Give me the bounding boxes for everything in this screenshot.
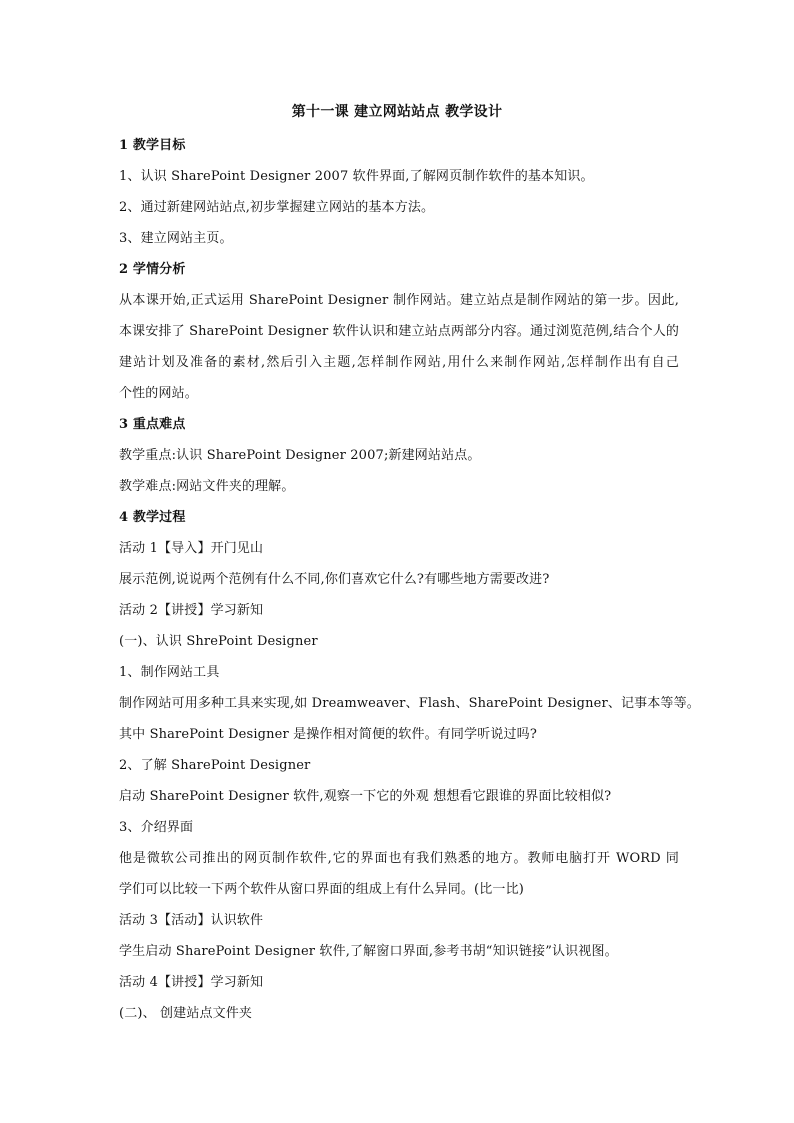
activity-2-heading: 活动 2【讲授】学习新知 <box>119 603 264 618</box>
part-1-heading: (一)、认识 ShrePoint Designer <box>119 634 318 649</box>
part-2-heading: (二)、 创建站点文件夹 <box>119 1006 253 1021</box>
analysis-line-1: 从本课开始,正式运用 SharePoint Designer 制作网站。建立站点是制作网站的第一步。因此, <box>119 293 679 308</box>
part-1-item-3: 3、介绍界面 <box>119 820 194 835</box>
part-1-item-2-line-1: 启动 SharePoint Designer 软件,观察一下它的外观 想想看它跟谁的界面比较相似? <box>119 789 612 804</box>
part-1-item-1: 1、制作网站工具 <box>119 665 220 680</box>
part-1-item-2: 2、了解 SharePoint Designer <box>119 758 311 773</box>
analysis-paragraph <box>119 285 679 409</box>
section-heading-objectives: 1 教学目标 <box>119 138 186 153</box>
document-title: 第十一课 建立网站站点 教学设计 <box>291 104 503 120</box>
part-1-item-3-line-2: 学们可以比较一下两个软件从窗口界面的组成上有什么异同。(比一比) <box>119 882 524 897</box>
objective-item-2: 2、通过新建网站站点,初步掌握建立网站的基本方法。 <box>119 200 435 215</box>
document-body <box>119 130 700 1029</box>
activity-1-text: 展示范例,说说两个范例有什么不同,你们喜欢它什么?有哪些地方需要改进? <box>119 572 550 587</box>
part-1-item-1-line-1: 制作网站可用多种工具来实现,如 Dreamweaver、Flash、SharePoint Designer、记事本等等。 <box>119 696 700 711</box>
objective-item-3: 3、建立网站主页。 <box>119 231 233 246</box>
activity-4-heading: 活动 4【讲授】学习新知 <box>119 975 264 990</box>
activity-3-heading: 活动 3【活动】认识软件 <box>119 913 264 928</box>
part-1-item-3-line-1: 他是微软公司推出的网页制作软件,它的界面也有我们熟悉的地方。教师电脑打开 WORD 同 <box>119 851 679 866</box>
analysis-line-4: 个性的网站。 <box>119 386 198 401</box>
objective-item-1: 1、认识 SharePoint Designer 2007 软件界面,了解网页制作软件的基本知识。 <box>119 169 594 184</box>
section-heading-key-points: 3 重点难点 <box>119 417 186 432</box>
section-heading-process: 4 教学过程 <box>119 510 186 525</box>
part-1-item-1-line-2: 其中 SharePoint Designer 是操作相对简便的软件。有同学听说过吗? <box>119 727 537 742</box>
activity-3-text: 学生启动 SharePoint Designer 软件,了解窗口界面,参考书胡“知识链接”认识视图。 <box>119 944 618 959</box>
section-heading-analysis: 2 学情分析 <box>119 262 186 277</box>
key-point-line: 教学重点:认识 SharePoint Designer 2007;新建网站站点。 <box>119 448 481 463</box>
analysis-line-3: 建站计划及准备的素材,然后引入主题,怎样制作网站,用什么来制作网站,怎样制作出有自己 <box>119 355 679 370</box>
difficulty-line: 教学难点:网站文件夹的理解。 <box>119 479 295 494</box>
analysis-line-2: 本课安排了 SharePoint Designer 软件认识和建立站点两部分内容。通过浏览范例,结合个人的 <box>119 324 679 339</box>
activity-1-heading: 活动 1【导入】开门见山 <box>119 541 264 556</box>
